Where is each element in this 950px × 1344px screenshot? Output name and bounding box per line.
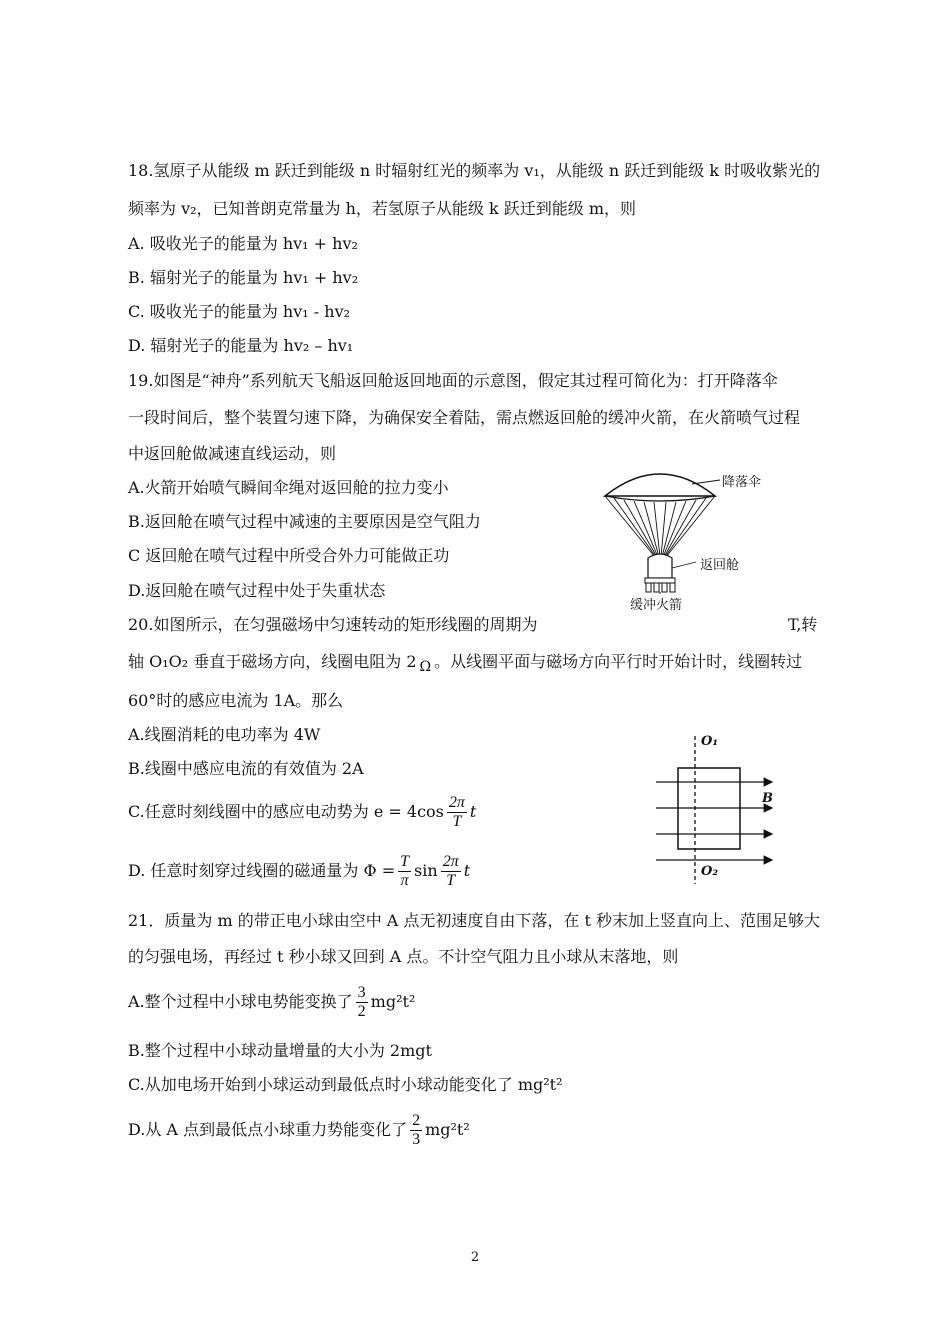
- coil-diagram: [650, 732, 790, 888]
- fraction-numerator: T: [400, 853, 410, 870]
- q20-line2-start: 轴 O₁O₂ 垂直于磁场方向，线圈电阻为 2: [128, 652, 417, 671]
- t-over-pi-fraction: [398, 853, 411, 890]
- q19-option-b: B.返回舱在喷气过程中减速的主要原因是空气阻力: [128, 512, 481, 531]
- q21-option-d-unit: mg²t²: [425, 1120, 470, 1139]
- q20-line2-end: 。从线圈平面与磁场方向平行时开始计时，线圈转过: [434, 652, 803, 671]
- q19-line1: 19.如图是“神舟”系列航天飞船返回舱返回地面的示意图，假定其过程可简化为：打开降落伞: [128, 371, 778, 390]
- fraction-denominator: 2: [357, 1003, 366, 1020]
- q20-option-d: [128, 849, 470, 893]
- field-b-label: B: [762, 791, 773, 806]
- page-number: 2: [470, 1250, 480, 1265]
- q21-line1: 21．质量为 m 的带正电小球由空中 A 点无初速度自由下落，在 t 秒末加上竖直向上、范围足够大: [128, 911, 821, 930]
- fraction-denominator: π: [400, 872, 409, 889]
- ohm-symbol: Ω: [419, 659, 432, 675]
- parachute-label: 降落伞: [722, 475, 762, 490]
- q20-line1-end: T,转: [788, 615, 818, 634]
- q20-line1-start: 20.如图所示，在匀强磁场中匀速转动的矩形线圈的周期为: [128, 615, 538, 634]
- parachute-diagram: [600, 462, 790, 612]
- parachute-figure: [600, 462, 790, 612]
- time-variable: t: [469, 802, 477, 821]
- q21-option-d: [128, 1108, 470, 1152]
- fraction-numerator: 2π: [442, 853, 459, 870]
- q20-option-d-text: D. 任意时刻穿过线圈的磁通量为 Φ =: [128, 861, 396, 880]
- q20-option-c-text: C.任意时刻线圈中的感应电动势为 e = 4cos: [128, 802, 444, 821]
- q21-option-d-text: D.从 A 点到最低点小球重力势能变化了: [128, 1120, 408, 1139]
- time-variable: t: [463, 861, 471, 880]
- q18-option-d: D. 辐射光子的能量为 hv₂ – hv₁: [128, 336, 354, 355]
- q21-option-a-unit: mg²t²: [370, 992, 416, 1011]
- q20-option-a: A.线圈消耗的电功率为 4W: [128, 725, 321, 744]
- q21-option-c: C.从加电场开始到小球运动到最低点时小球动能变化了 mg²t²: [128, 1075, 563, 1094]
- two-pi-over-t-fraction: [447, 794, 467, 831]
- q21-option-a: [128, 980, 415, 1024]
- q18-option-a: A. 吸收光子的能量为 hv₁ + hv₂: [128, 234, 358, 253]
- capsule-label: 返回舱: [700, 558, 740, 573]
- coil-figure: [650, 732, 790, 888]
- three-halves-fraction: [356, 984, 368, 1021]
- q18-option-b: B. 辐射光子的能量为 hv₁ + hv₂: [128, 268, 359, 287]
- q19-option-c: C 返回舱在喷气过程中所受合外力可能做正功: [128, 546, 450, 565]
- q21-line2: 的匀强电场，再经过 t 秒小球又回到 A 点。不计空气阻力且小球从末落地，则: [128, 947, 679, 966]
- q19-line2: 一段时间后，整个装置匀速下降，为确保安全着陆，需点燃返回舱的缓冲火箭，在火箭喷气过程: [128, 408, 801, 427]
- q20-line3: 60°时的感应电流为 1A。那么: [128, 691, 344, 710]
- q21-option-a-text: A.整个过程中小球电势能变换了: [128, 992, 353, 1011]
- q21-option-b: B.整个过程中小球动量增量的大小为 2mgt: [128, 1041, 432, 1060]
- q20-option-c: [128, 790, 476, 834]
- q18-line2: 频率为 v₂，已知普朗克常量为 h，若氢原子从能级 k 跃迁到能级 m，则: [128, 199, 637, 218]
- fraction-numerator: 3: [357, 984, 366, 1001]
- fraction-denominator: T: [446, 872, 456, 889]
- axis-o1-label: O₁: [701, 734, 719, 749]
- q18-option-c: C. 吸收光子的能量为 hv₁ - hv₂: [128, 302, 351, 321]
- q19-option-d: D.返回舱在喷气过程中处于失重状态: [128, 581, 386, 600]
- fraction-denominator: T: [452, 813, 462, 830]
- q19-line3: 中返回舱做减速直线运动，则: [128, 444, 337, 463]
- fraction-denominator: 3: [412, 1131, 421, 1148]
- axis-o2-label: O₂: [701, 864, 719, 879]
- q20-line2: [128, 651, 802, 678]
- q19-option-a: A.火箭开始喷气瞬间伞绳对返回舱的拉力变小: [128, 478, 449, 497]
- two-pi-over-t-fraction: [441, 853, 461, 890]
- fraction-numerator: 2: [412, 1112, 421, 1129]
- rocket-label: 缓冲火箭: [630, 598, 683, 613]
- q18-line1: 18.氢原子从能级 m 跃迁到能级 n 时辐射红光的频率为 v₁，从能级 n 跃迁到能级 k 时吸收紫光的: [128, 161, 821, 180]
- fraction-numerator: 2π: [448, 794, 465, 811]
- q20-option-b: B.线圈中感应电流的有效值为 2A: [128, 759, 364, 778]
- two-thirds-fraction: [410, 1112, 422, 1149]
- sin-function: sin: [414, 861, 438, 880]
